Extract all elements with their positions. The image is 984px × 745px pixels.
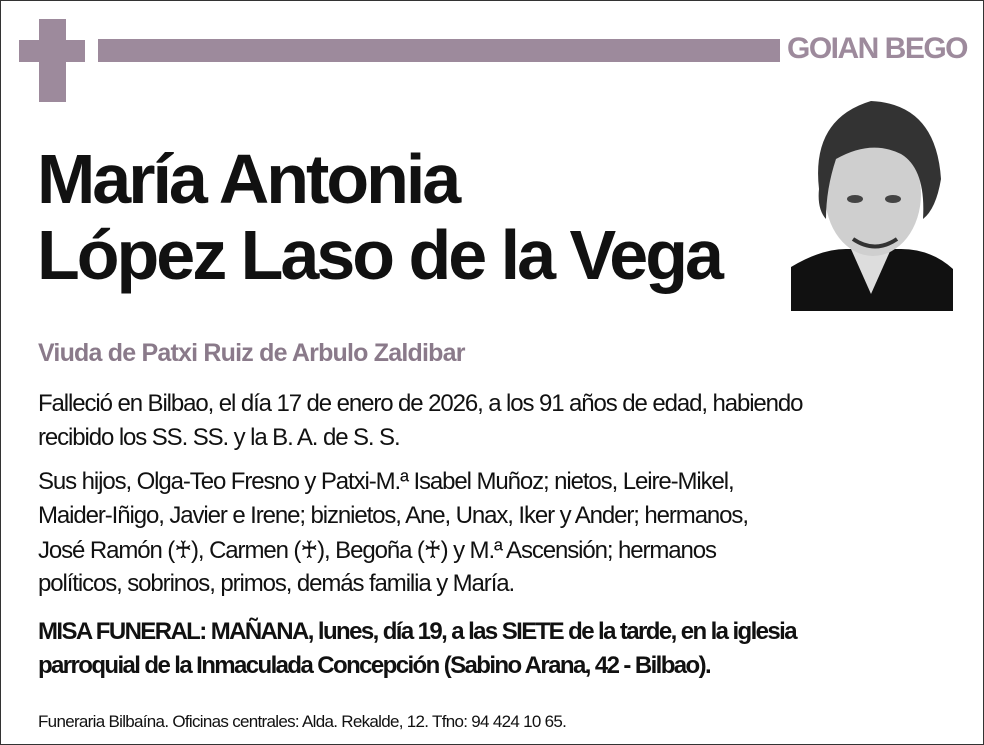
deceased-name-line1: María Antonia	[37, 140, 459, 218]
family-line: políticos, sobrinos, primos, demás familia y María.	[38, 570, 515, 597]
funeral-line: MISA FUNERAL: MAÑANA, lunes, día 19, a las SIETE de la tarde, en la iglesia	[38, 618, 796, 645]
funeral-home-footer: Funeraria Bilbaína. Oficinas centrales: Alda. Rekalde, 12. Tfno: 94 424 10 65.	[38, 712, 567, 731]
cross-icon-bar	[19, 40, 85, 62]
deceased-name-line2: López Laso de la Vega	[37, 216, 721, 294]
death-notice-line: Falleció en Bilbao, el día 17 de enero de 2026, a los 91 años de edad, habiendo	[38, 390, 803, 417]
family-line: Sus hijos, Olga-Teo Fresno y Patxi-M.ª Isabel Muñoz; nietos, Leire-Mikel,	[38, 468, 734, 495]
family-line: José Ramón (♰), Carmen (♰), Begoña (♰) y M.ª Ascensión; hermanos	[38, 537, 716, 564]
widow-subtitle: Viuda de Patxi Ruiz de Arbulo Zaldibar	[38, 339, 465, 367]
header-bar	[98, 39, 780, 62]
portrait-photo	[791, 99, 953, 311]
family-line: Maider-Iñigo, Javier e Irene; biznietos, Ane, Unax, Iker y Ander; hermanos,	[38, 502, 748, 529]
brand-label: GOIAN BEGO	[787, 32, 968, 65]
funeral-line: parroquial de la Inmaculada Concepción (Sabino Arana, 42 - Bilbao).	[38, 652, 711, 679]
death-notice-line: recibido los SS. SS. y la B. A. de S. S.	[38, 424, 400, 451]
